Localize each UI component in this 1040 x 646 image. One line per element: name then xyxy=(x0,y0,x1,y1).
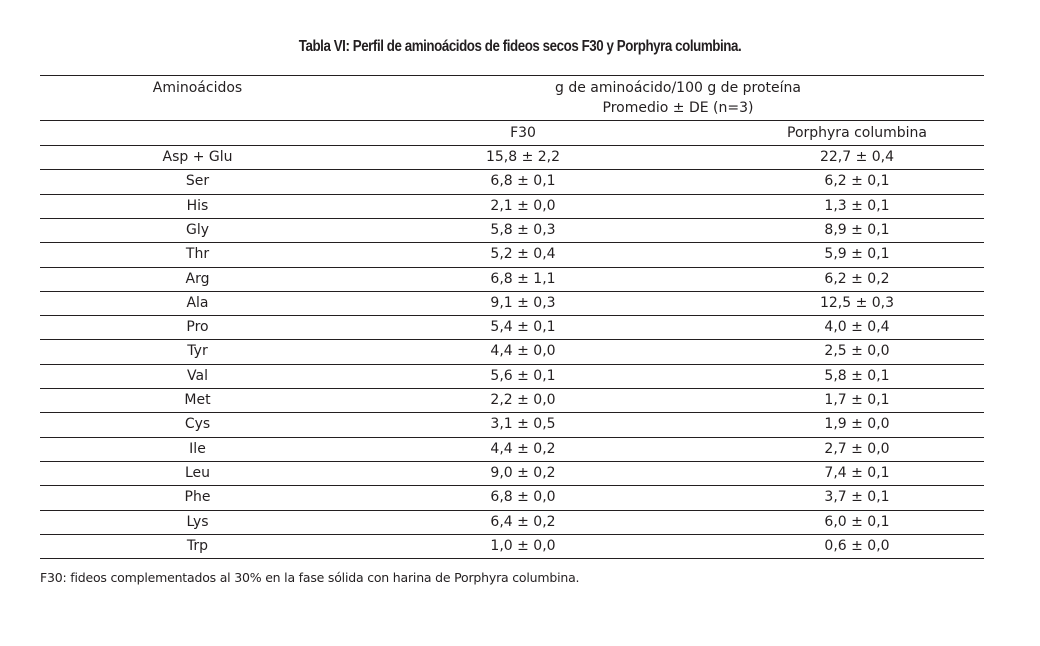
row-rule xyxy=(40,218,984,219)
porphyra-value-cell: 5,8 ± 0,1 xyxy=(824,367,890,384)
table-title: Tabla VI: Perfil de aminoácidos de fideos secos F30 y Porphyra columbina. xyxy=(298,38,742,55)
row-rule xyxy=(40,388,984,389)
row-rule xyxy=(40,169,984,170)
porphyra-value-cell: 8,9 ± 0,1 xyxy=(824,221,890,238)
aminoacid-cell: Trp xyxy=(186,537,209,554)
row-rule xyxy=(40,242,984,243)
porphyra-value-cell: 6,2 ± 0,1 xyxy=(824,173,890,190)
header-mid-rule xyxy=(40,120,984,121)
row-rule xyxy=(40,510,984,511)
porphyra-value-cell: 12,5 ± 0,3 xyxy=(819,294,895,311)
f30-value-cell: 5,4 ± 0,1 xyxy=(490,319,556,336)
row-rule xyxy=(40,534,984,535)
f30-value-cell: 6,8 ± 0,1 xyxy=(490,173,556,190)
f30-value-cell: 2,2 ± 0,0 xyxy=(490,392,556,408)
header-f30: F30 xyxy=(510,125,536,141)
aminoacid-cell: Pro xyxy=(186,319,209,336)
aminoacid-cell: Ala xyxy=(186,294,209,311)
row-rule xyxy=(40,437,984,438)
row-rule xyxy=(40,461,984,462)
porphyra-value-cell: 4,0 ± 0,4 xyxy=(824,319,890,336)
f30-value-cell: 9,1 ± 0,3 xyxy=(490,294,556,311)
header-aminoacidos: Aminoácidos xyxy=(152,80,243,96)
table-top-rule xyxy=(40,75,984,76)
aminoacid-cell: Phe xyxy=(184,489,211,506)
f30-value-cell: 1,0 ± 0,0 xyxy=(490,537,556,554)
aminoacid-cell: Met xyxy=(184,392,211,408)
f30-value-cell: 3,1 ± 0,5 xyxy=(490,416,556,433)
row-rule xyxy=(40,485,984,486)
f30-value-cell: 4,4 ± 0,0 xyxy=(490,343,556,360)
porphyra-value-cell: 1,9 ± 0,0 xyxy=(824,416,890,433)
aminoacid-cell: Tyr xyxy=(187,343,208,360)
aminoacid-cell: His xyxy=(186,197,209,214)
aminoacid-cell: Arg xyxy=(185,270,210,287)
row-rule xyxy=(40,558,984,559)
f30-value-cell: 5,2 ± 0,4 xyxy=(490,246,556,263)
porphyra-value-cell: 2,7 ± 0,0 xyxy=(824,440,890,457)
f30-value-cell: 15,8 ± 2,2 xyxy=(485,149,561,165)
aminoacid-cell: Ser xyxy=(185,173,210,190)
porphyra-value-cell: 3,7 ± 0,1 xyxy=(824,489,890,506)
header-group-stats: Promedio ± DE (n=3) xyxy=(602,100,754,116)
porphyra-value-cell: 22,7 ± 0,4 xyxy=(819,149,895,165)
f30-value-cell: 6,8 ± 1,1 xyxy=(490,270,556,287)
row-rule xyxy=(40,267,984,268)
aminoacid-cell: Leu xyxy=(184,464,211,481)
f30-value-cell: 6,8 ± 0,0 xyxy=(490,489,556,506)
f30-value-cell: 5,8 ± 0,3 xyxy=(490,221,556,238)
f30-value-cell: 5,6 ± 0,1 xyxy=(490,367,556,384)
aminoacid-cell: Ile xyxy=(189,440,206,457)
aminoacid-cell: Thr xyxy=(185,246,210,263)
aminoacid-cell: Asp + Glu xyxy=(162,149,233,165)
porphyra-value-cell: 0,6 ± 0,0 xyxy=(824,537,890,554)
f30-value-cell: 6,4 ± 0,2 xyxy=(490,513,556,530)
porphyra-value-cell: 5,9 ± 0,1 xyxy=(824,246,890,263)
row-rule xyxy=(40,364,984,365)
aminoacid-cell: Cys xyxy=(184,416,211,433)
row-rule xyxy=(40,315,984,316)
row-rule xyxy=(40,412,984,413)
header-bottom-rule xyxy=(40,145,984,146)
porphyra-value-cell: 6,2 ± 0,2 xyxy=(824,270,890,287)
f30-value-cell: 2,1 ± 0,0 xyxy=(490,197,556,214)
aminoacid-cell: Gly xyxy=(185,221,210,238)
header-group-units: g de aminoácido/100 g de proteína xyxy=(555,80,801,96)
aminoacid-cell: Lys xyxy=(186,513,209,530)
row-rule xyxy=(40,339,984,340)
porphyra-value-cell: 6,0 ± 0,1 xyxy=(824,513,890,530)
porphyra-value-cell: 1,3 ± 0,1 xyxy=(824,197,890,214)
porphyra-value-cell: 7,4 ± 0,1 xyxy=(824,464,890,481)
f30-value-cell: 4,4 ± 0,2 xyxy=(490,440,556,457)
aminoacid-cell: Val xyxy=(187,367,208,384)
table-footnote: F30: fideos complementados al 30% en la fase sólida con harina de Porphyra columbina. xyxy=(40,570,580,585)
row-rule xyxy=(40,194,984,195)
header-porphyra: Porphyra columbina xyxy=(787,125,927,141)
porphyra-value-cell: 1,7 ± 0,1 xyxy=(824,392,890,408)
row-rule xyxy=(40,291,984,292)
porphyra-value-cell: 2,5 ± 0,0 xyxy=(824,343,890,360)
f30-value-cell: 9,0 ± 0,2 xyxy=(490,464,556,481)
